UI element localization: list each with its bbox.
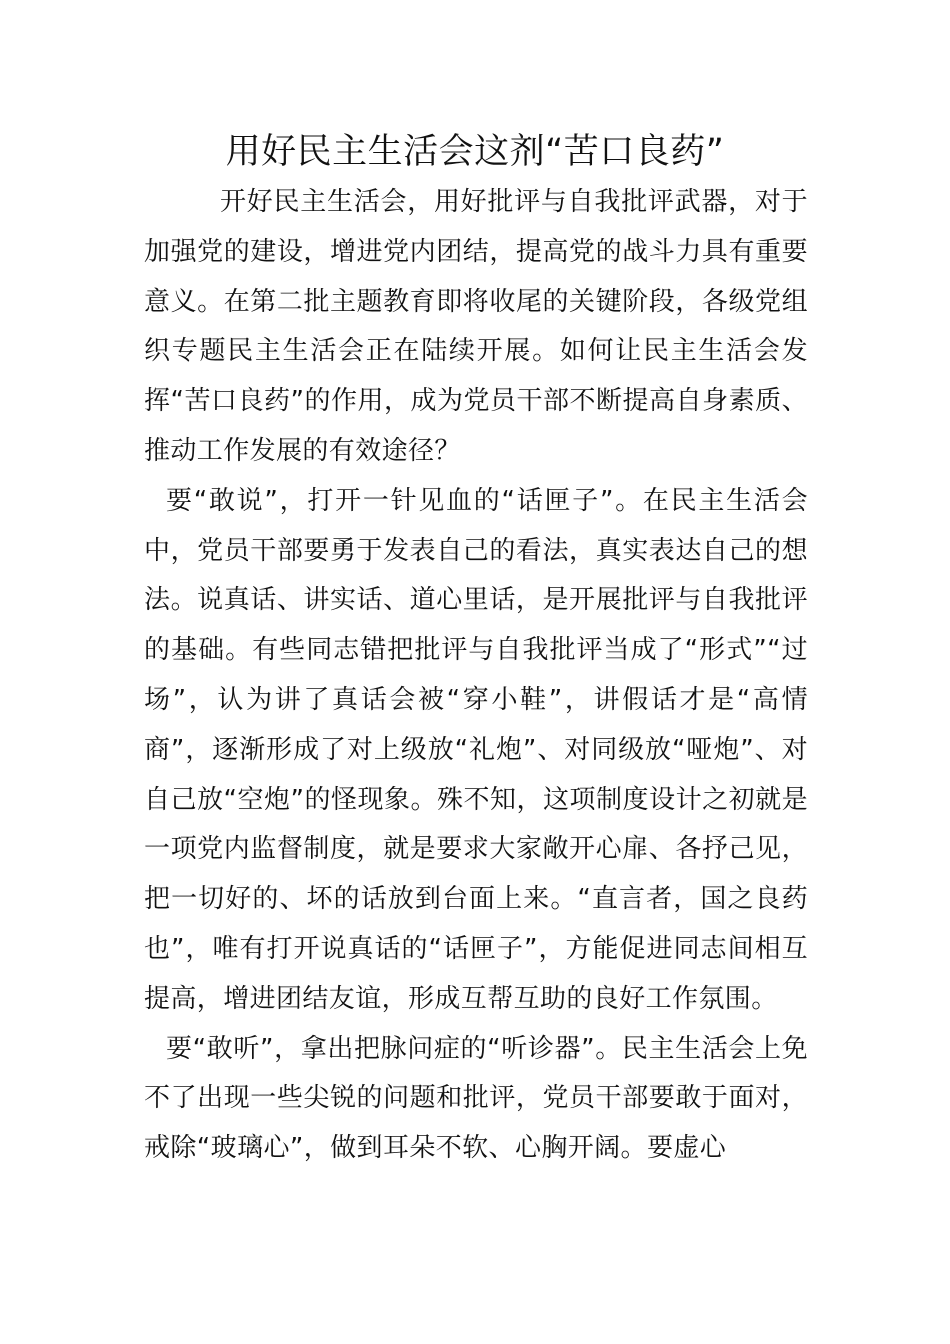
paragraph-dare-to-listen: 要“敢听”，拿出把脉问症的“听诊器”。民主生活会上免不了出现一些尖锐的问题和批评，党员干部要敢于面对，戒除“玻璃心”，做到耳朵不软、心胸开阔。要虚心	[144, 1033, 808, 1164]
paragraph-dare-to-speak: 要“敢说”，打开一针见血的“话匣子”。在民主生活会中，党员干部要勇于发表自己的看法，真实表达自己的想法。说真话、讲实话、道心里话，是开展批评与自我批评的基础。有些同志错把批评与自我批评当成了“形式”“过场”，认为讲了真话会被“穿小鞋”，讲假话才是“高情商”，逐渐形成了对上级放“礼炮”、对同级放“哑炮”、对自己放“空炮”的怪现象。殊不知，这项制度设计之初就是一项党内监督制度，就是要求大家敞开心扉、各抒己见，把一切好的、坏的话放到台面上来。“直言者，国之良药也”，唯有打开说真话的“话匣子”，方能促进同志间相互提高，增进团结友谊，形成互帮互助的良好工作氛围。	[144, 485, 808, 1014]
document-body	[144, 178, 808, 1174]
document-title: 用好民主生活会这剂“苦口良药”	[225, 132, 725, 172]
paragraph-intro: 开好民主生活会，用好批评与自我批评武器，对于加强党的建设，增进党内团结，提高党的战斗力具有重要意义。在第二批主题教育即将收尾的关键阶段，各级党组织专题民主生活会正在陆续开展。如何让民主生活会发挥“苦口良药”的作用，成为党员干部不断提高自身素质、推动工作发展的有效途径？	[144, 187, 808, 466]
